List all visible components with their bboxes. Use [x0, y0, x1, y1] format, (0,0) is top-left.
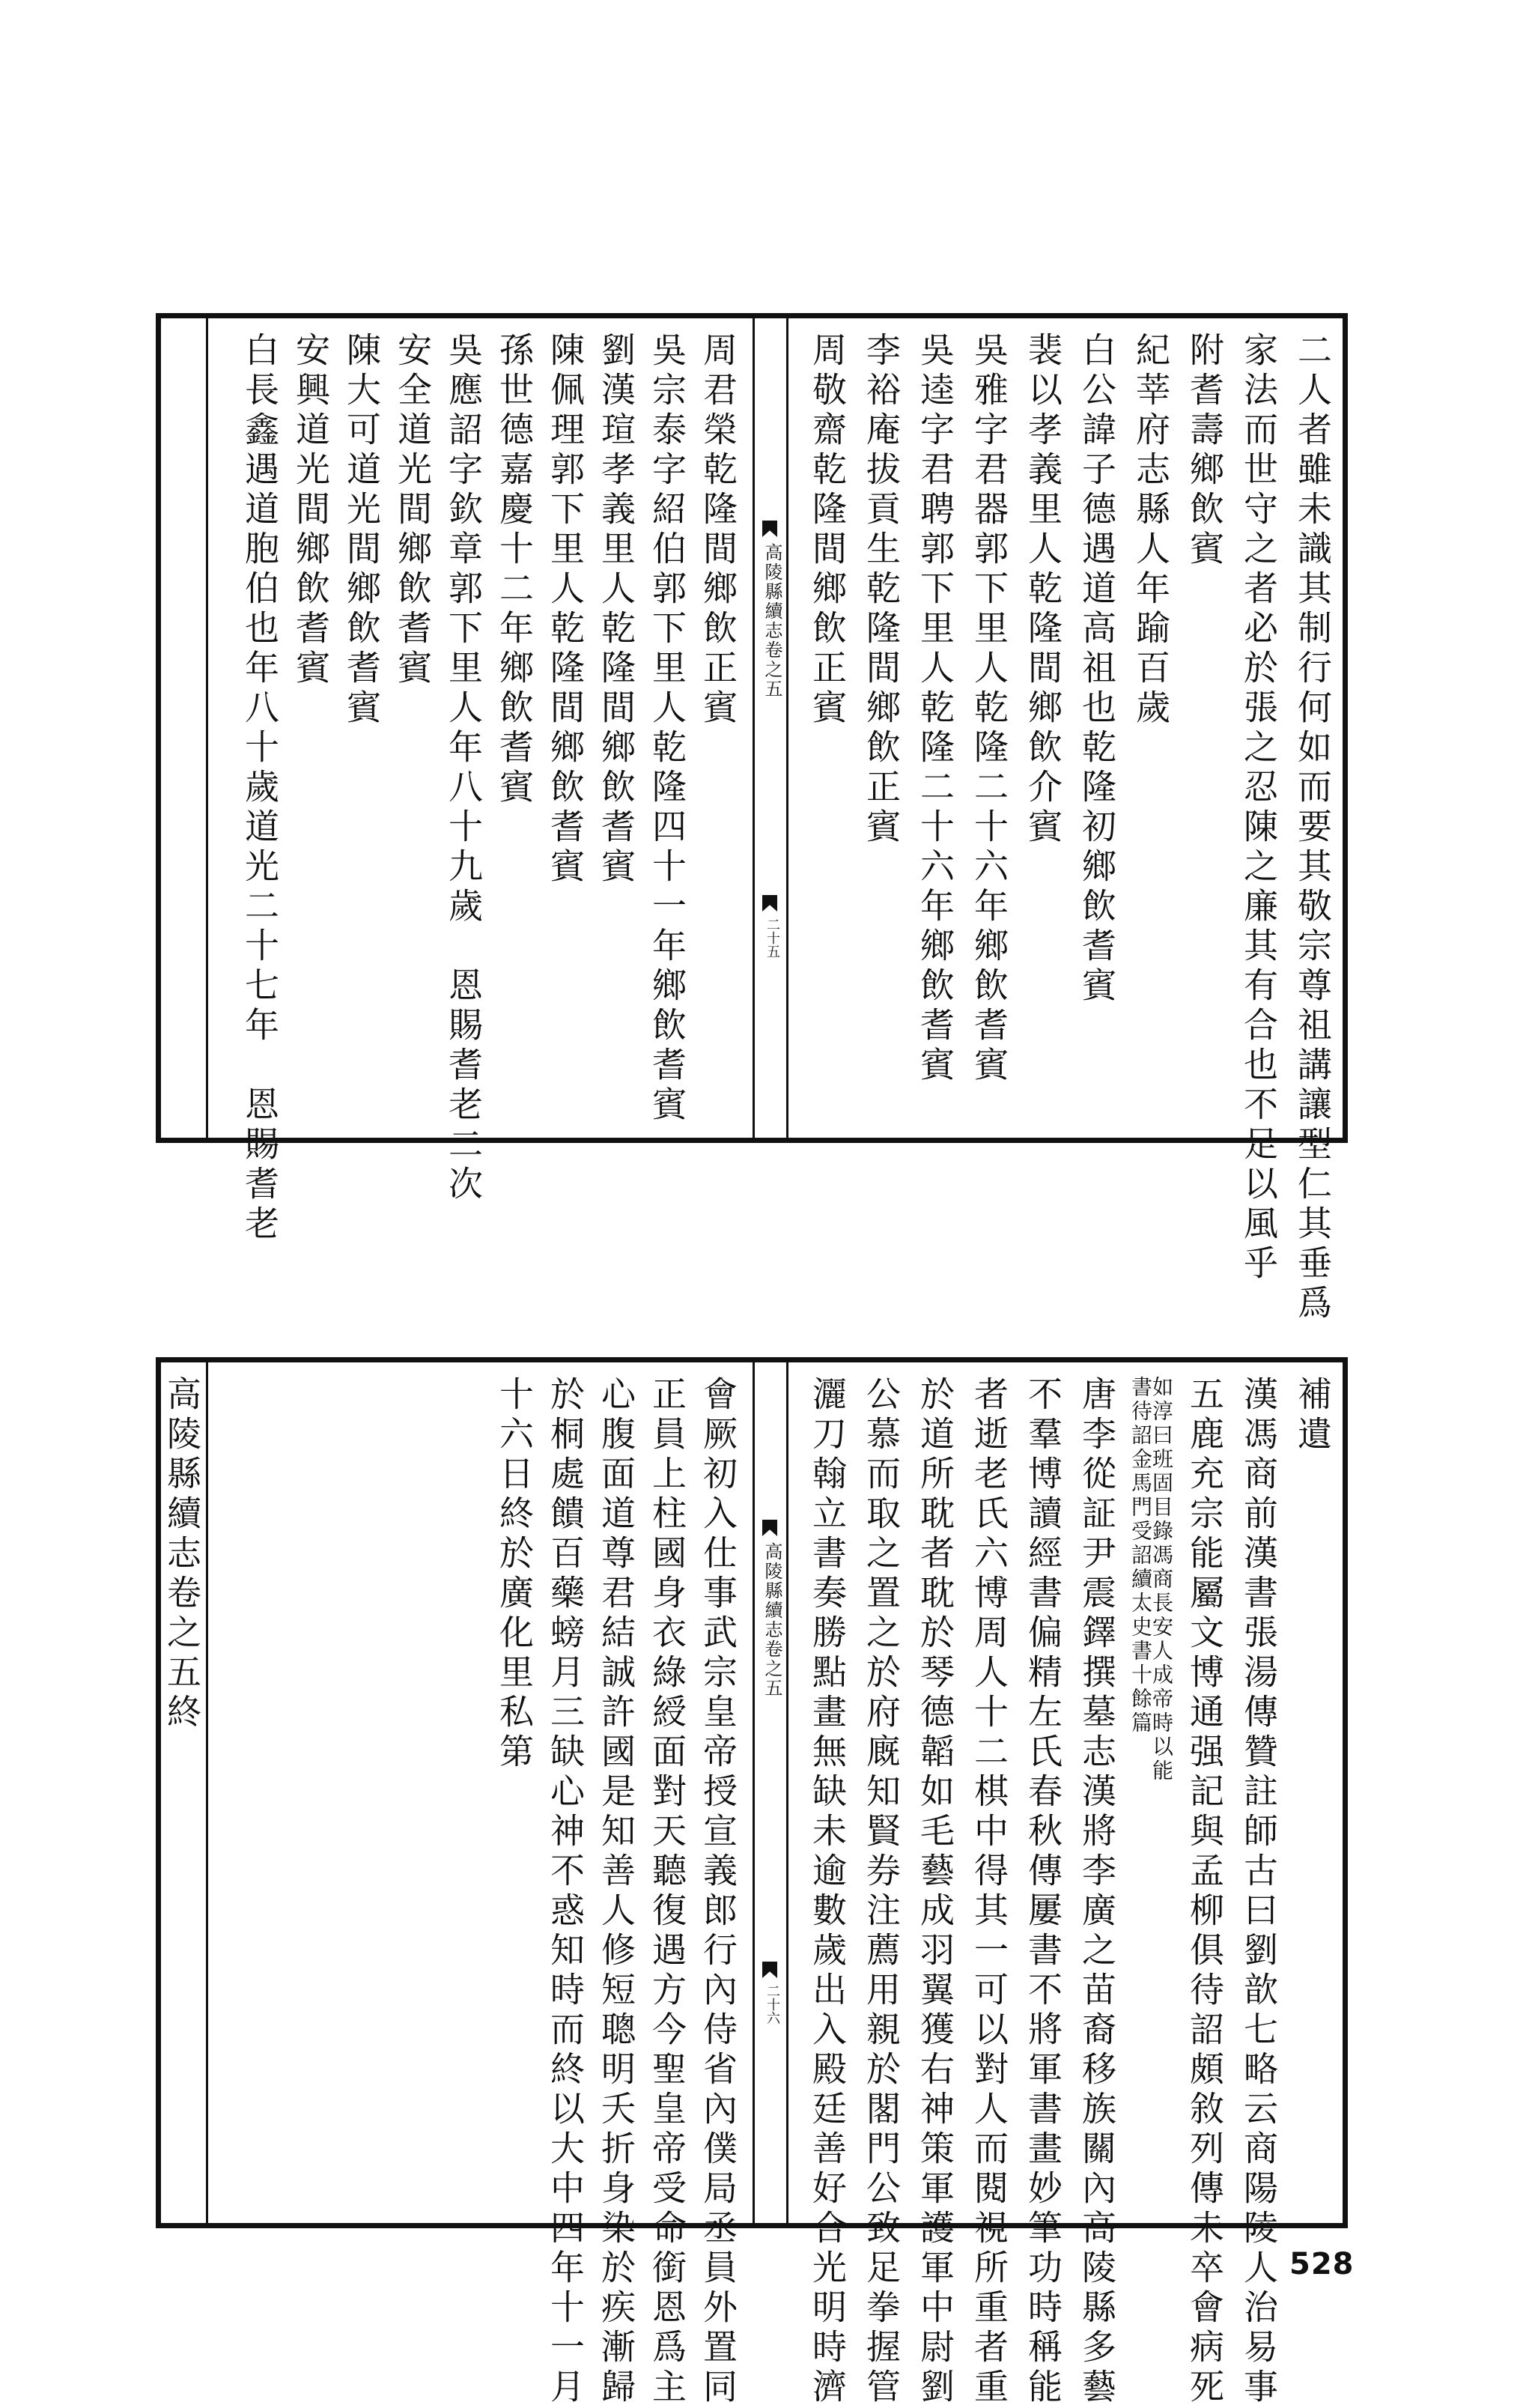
fold-page-number: 二十六: [765, 1984, 780, 2025]
text-column: 李裕庵拔貢生乾隆間鄉飲正賓: [861, 332, 902, 848]
fold-center-column: [753, 318, 788, 1138]
text-column: 吳雅字君器郭下里人乾隆二十六年鄉飲耆賓: [969, 332, 1009, 1086]
text-column: 二人者雖未識其制行何如而要其敬宗尊祖講讓型仁其垂爲: [1292, 332, 1333, 1324]
fold-page-number: 二十五: [765, 918, 780, 958]
text-column: 安興道光間鄉飲耆賓: [291, 332, 331, 689]
text-column: 於桐處饋百藥螃月三缺心神不惑知時而終以大中四年十一月: [545, 1376, 586, 2408]
text-column: 周敬齋乾隆間鄉飲正賓: [807, 332, 848, 729]
fishtail-mark-icon: [762, 521, 777, 537]
section-heading: 補遺: [1292, 1376, 1333, 1455]
text-column: 五鹿充宗能屬文博通强記與孟柳俱待詔頗敘列傳未卒會病死: [1185, 1376, 1225, 2408]
text-column: 於道所耽者耽於琴德韜如毛藝成羽翼獲右神策軍護軍中尉劉: [915, 1376, 955, 2408]
text-column: 漢馮商前漢書張湯傳贊註師古曰劉歆七略云商陽陵人治易事: [1238, 1376, 1279, 2408]
volume-end-title: 高陵縣續志卷之五終: [162, 1376, 202, 1733]
text-column: 劉漢瑄孝義里人乾隆間鄉飲耆賓: [596, 332, 636, 888]
text-column: 裴以孝義里人乾隆間鄉飲介賓: [1023, 332, 1063, 848]
text-column: 吳應詔字欽章郭下里人年八十九歲 恩賜耆老二次: [443, 332, 484, 1205]
fishtail-mark-icon: [762, 1962, 777, 1978]
text-column: 吳宗泰字紹伯郭下里人乾隆四十一年鄉飲耆賓: [647, 332, 687, 1126]
top-leaf: [156, 313, 1348, 1324]
fishtail-mark-icon: [762, 1520, 777, 1536]
text-column: 周君榮乾隆間鄉飲正賓: [698, 332, 738, 729]
interlinear-note: [1130, 1376, 1172, 2170]
text-column: 家法而世守之者必於張之忍陳之廉其有合也不足以風乎: [1238, 332, 1279, 1285]
text-column: 白長鑫遇道胞伯也年八十歲道光二十七年 恩賜耆老: [240, 332, 280, 1245]
text-column: 公慕而取之置之於府廐知賢券注薦用親於閣門公致足拳握管: [861, 1376, 902, 2408]
text-column: 吳逵字君聘郭下里人乾隆二十六年鄉飲耆賓: [915, 332, 955, 1086]
text-column: 者逝老氏六博周人十二棋中得其一可以對人而閱視所重者重: [969, 1376, 1009, 2408]
fold-center-column: [753, 1362, 788, 2223]
text-column: 會厥初入仕事武宗皇帝授宣義郎行內侍省內僕局丞員外置同: [698, 1376, 738, 2408]
text-column: 白公諱子德遇道高祖也乾隆初鄉飲耆賓: [1077, 332, 1117, 1007]
text-column: 十六日終於廣化里私第: [494, 1376, 535, 1773]
text-column: 陳佩理郭下里人乾隆間鄉飲耆賓: [545, 332, 586, 888]
fold-title: 高陵縣續志卷之五: [762, 1542, 782, 1698]
fold-title: 高陵縣續志卷之五: [762, 543, 782, 699]
text-column: 紀莘府志縣人年踰百歲: [1131, 332, 1171, 729]
page-number: 528: [1289, 2247, 1355, 2281]
text-column: 陳大可道光間鄉飲耆賓: [341, 332, 382, 729]
column-rule: [206, 318, 208, 1138]
section-heading: 附耆壽鄉飲賓: [1185, 332, 1225, 570]
fishtail-mark-icon: [762, 895, 777, 912]
text-column: 唐李從証尹震鐸撰墓志漢將李廣之苗裔移族關內高陵縣多藝: [1077, 1376, 1117, 2408]
column-rule: [206, 1362, 208, 2223]
note-line: 書待詔金馬門受詔續太史書十餘篇: [1128, 1376, 1153, 1735]
note-line: 如淳曰班固目錄馮商長安人成帝時以能: [1149, 1376, 1174, 1783]
text-column: 不羣博讀經書偏精左氏春秋傳屢書不將軍書畫妙筆功時稱能: [1023, 1376, 1063, 2408]
text-column: 灑刀翰立書奏勝點畫無缺未逾數歲出入殿廷善好合光明時濟: [807, 1376, 848, 2408]
text-column: 安全道光間鄉飲耆賓: [392, 332, 433, 689]
text-column: 孫世德嘉慶十二年鄉飲耆賓: [494, 332, 535, 808]
text-column: 正員上柱國身衣綠綬面對天聽復遇方今聖皇帝受命銜恩爲主: [647, 1376, 687, 2408]
text-column: 心腹面道尊君結誠許國是知善人修短聰明夭折身染於疾漸歸: [596, 1376, 636, 2408]
